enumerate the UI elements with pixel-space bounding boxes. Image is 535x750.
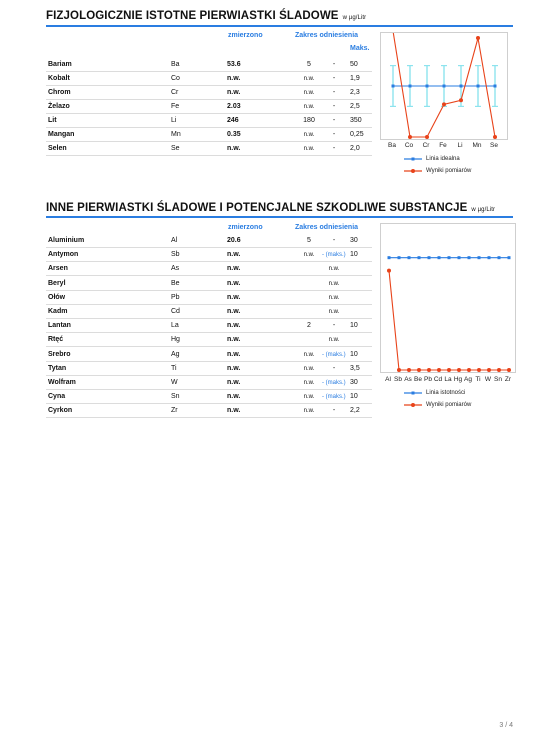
table-row [46,58,372,72]
element-name: Rtęć [48,336,64,344]
table-row [46,305,372,319]
data-point [494,85,497,88]
range-max: 2,0 [350,145,360,152]
element-symbol: Zr [171,407,178,415]
element-symbol: Co [171,75,180,82]
element-symbol: Sn [171,393,180,401]
measured-value: n.w. [227,393,241,401]
measured-value: n.w. [227,251,241,259]
element-symbol: Fe [171,103,180,110]
range-separator: - [332,407,336,415]
x-tick-label: Mn [472,142,482,149]
range-max: 10 [350,393,358,401]
measured-value: 53.6 [227,61,241,68]
data-point [460,85,463,88]
data-point [498,256,501,259]
range-min: n.w. [303,351,315,358]
unit-label: w µg/Litr [342,15,367,21]
element-symbol: Be [171,279,180,287]
chart1-svg [381,33,507,139]
data-point [477,85,480,88]
data-point [438,256,441,259]
page-number: 3 / 4 [499,722,513,729]
unit-label: w µg/Litr [471,207,496,213]
data-point [442,102,446,106]
legend-marker [411,169,415,173]
element-symbol: Cr [171,89,179,96]
range-separator: - [332,131,336,138]
element-symbol: Li [171,117,177,124]
range-separator: - (maks.) [322,351,346,358]
section-title-text: INNE PIERWIASTKI ŚLADOWE I POTENCJALNE SZKODLIWE SUBSTANCJE [46,202,468,214]
measured-value: 246 [227,117,239,124]
element-symbol: Cd [171,308,180,315]
data-point [448,256,451,259]
section-title-trace-elements [46,10,366,22]
x-tick-label: Ti [475,376,481,383]
table-row [46,362,372,376]
element-symbol: Sb [171,251,180,259]
range-max: 10 [350,350,358,358]
table-row [46,100,372,114]
element-name: Ołów [48,293,66,301]
element-name: Kadm [48,308,68,315]
x-tick-label: Be [414,376,422,383]
x-tick-label: Pb [424,376,432,383]
data-point [488,256,491,259]
range-separator: n.w. [328,266,340,273]
element-name: Arsen [48,265,68,273]
range-min: n.w. [303,408,315,415]
range-separator: - [332,322,336,330]
x-tick-label: Cr [422,142,430,149]
element-name: Cyna [48,393,66,401]
legend-label: Wyniki pomiarów [426,168,472,174]
data-point [476,36,480,40]
x-tick-label: Sn [494,376,502,383]
legend-label: Wyniki pomiarów [426,402,472,408]
legend-label: Linia idealna [426,156,460,162]
x-tick-label: W [484,376,492,383]
x-tick-label: Sb [394,376,402,383]
range-min: n.w. [303,380,315,386]
element-symbol: Ti [171,364,177,372]
measured-value: n.w. [227,75,241,82]
data-point [443,85,446,88]
range-separator: - (maks.) [322,394,346,401]
legend-marker [411,403,415,407]
element-name: Chrom [48,89,71,96]
range-separator: - [332,145,336,152]
range-min: 180 [303,117,315,124]
legend-swatch [404,166,424,176]
measured-value: n.w. [227,145,241,152]
measured-value: n.w. [227,265,241,273]
table-row [46,404,372,418]
x-tick-label: Co [404,142,414,149]
range-max: 50 [350,61,358,68]
range-separator: - [332,117,336,124]
x-tick-label: Hg [453,376,463,383]
measured-value: n.w. [227,407,241,415]
measured-value: n.w. [227,336,241,344]
section-title-text: FIZJOLOGICZNIE ISTOTNE PIERWIASTKI ŚLADOWE [46,10,339,22]
data-point [409,85,412,88]
range-separator: - [332,364,336,372]
data-point [418,256,421,259]
x-tick-label: Fe [439,142,447,149]
range-max: 30 [350,237,358,244]
range-max: 30 [350,379,358,386]
element-symbol: Ba [171,61,180,68]
header-max-row [46,42,372,55]
data-point [468,256,471,259]
table-row [46,72,372,86]
measured-value: n.w. [227,364,241,372]
data-point [459,98,463,102]
range-separator: - [332,89,336,96]
x-tick-label: Cd [433,376,443,383]
element-name: Beryl [48,279,66,287]
legend-label: Linia istotności [426,390,466,396]
range-min: n.w. [303,76,315,82]
range-min: n.w. [303,132,315,138]
measured-value: 20.6 [227,237,241,244]
measured-value: n.w. [227,322,241,330]
measured-value: n.w. [227,279,241,287]
table-row [46,248,372,262]
table-row [46,390,372,404]
element-name: Lit [48,117,57,124]
measured-value: n.w. [227,308,241,315]
header-reference-range: Zakres odniesienia [295,32,359,39]
range-min: n.w. [303,365,315,372]
x-tick-label: Al [385,376,391,383]
measured-value: n.w. [227,293,241,301]
table-row [46,291,372,305]
series-line-1 [389,271,509,370]
table-row [46,142,372,156]
data-point [408,256,411,259]
element-name: Antymon [48,251,79,259]
table-row [46,262,372,276]
range-max: 2,5 [350,103,360,110]
table-row [46,333,372,347]
range-min: 5 [307,237,311,244]
element-symbol: La [171,322,179,330]
range-max: 0,25 [350,131,364,138]
section-title-other-elements [46,202,495,214]
range-max: 2,2 [350,407,360,415]
range-separator: - [332,103,336,110]
table-row [46,128,372,142]
data-point [458,256,461,259]
measured-value: 0.35 [227,131,241,138]
range-min: n.w. [303,104,315,110]
data-point [428,256,431,259]
element-symbol: Hg [171,336,180,344]
range-min: n.w. [303,146,315,152]
x-tick-label: La [444,376,452,383]
range-separator: n.w. [328,280,340,287]
range-separator: - (maks.) [322,380,346,386]
element-name: Wolfram [48,379,76,386]
range-max: 2,3 [350,89,360,96]
chart1-x-axis [380,138,506,150]
data-point [478,256,481,259]
legend-swatch [404,154,424,164]
element-name: Mangan [48,131,75,138]
range-min: n.w. [303,252,315,259]
range-max: 10 [350,322,358,330]
element-symbol: Mn [171,131,181,138]
element-name: Cyrkon [48,407,73,415]
range-min: n.w. [303,394,315,401]
range-min: 5 [307,61,311,68]
element-name: Selen [48,145,67,152]
header-reference-range: Zakres odniesienia [295,224,359,231]
element-name: Lantan [48,322,71,330]
element-symbol: Pb [171,293,180,301]
measured-value: n.w. [227,350,241,358]
range-separator: - [332,237,336,244]
range-separator: - (maks.) [322,252,346,259]
measured-value: n.w. [227,379,241,386]
range-max: 3,5 [350,364,360,372]
table-row [46,319,372,333]
element-name: Żelazo [48,103,70,110]
section-divider [46,216,513,218]
header-measured: zmierzono [228,32,263,39]
header-max: Maks. [350,45,370,52]
x-tick-label: Li [457,142,463,149]
range-separator: - [332,75,336,82]
range-separator: n.w. [328,337,340,344]
legend-marker [412,158,415,161]
element-name: Bariam [48,61,72,68]
section-divider [46,25,513,27]
element-symbol: Se [171,145,180,152]
table-row [46,114,372,128]
range-min: n.w. [303,90,315,96]
range-min: 2 [307,322,311,330]
element-symbol: As [171,265,180,273]
table-row [46,348,372,362]
x-tick-label: Zr [504,376,512,383]
legend-swatch [404,400,424,410]
table-row [46,234,372,248]
element-symbol: W [171,379,178,386]
header-measured: zmierzono [228,224,263,231]
data-point [426,85,429,88]
table-row [46,376,372,390]
legend-swatch [404,388,424,398]
element-name: Kobalt [48,75,70,82]
x-tick-label: As [404,376,412,383]
element-name: Tytan [48,364,67,372]
chart-trace-elements [380,32,508,140]
table-row [46,277,372,291]
range-max: 1,9 [350,75,360,82]
x-tick-label: Ag [464,376,472,383]
range-separator: n.w. [328,309,340,315]
range-separator: n.w. [328,294,340,301]
data-point [388,256,391,259]
chart2-x-axis [380,372,514,384]
chart2-svg [381,224,515,372]
data-point [508,256,511,259]
data-point [387,269,391,273]
x-tick-label: Se [490,142,498,149]
chart-other-elements [380,223,516,373]
data-point [392,85,395,88]
element-symbol: Al [171,237,178,244]
table-row [46,86,372,100]
x-tick-label: Ba [388,142,396,149]
range-max: 350 [350,117,362,124]
measured-value: 2.03 [227,103,241,110]
element-name: Aluminium [48,237,85,244]
measured-value: n.w. [227,89,241,96]
range-separator: - [332,61,336,68]
legend-marker [412,392,415,395]
range-max: 10 [350,251,358,259]
element-symbol: Ag [171,350,180,358]
data-point [398,256,401,259]
element-name: Srebro [48,350,71,358]
